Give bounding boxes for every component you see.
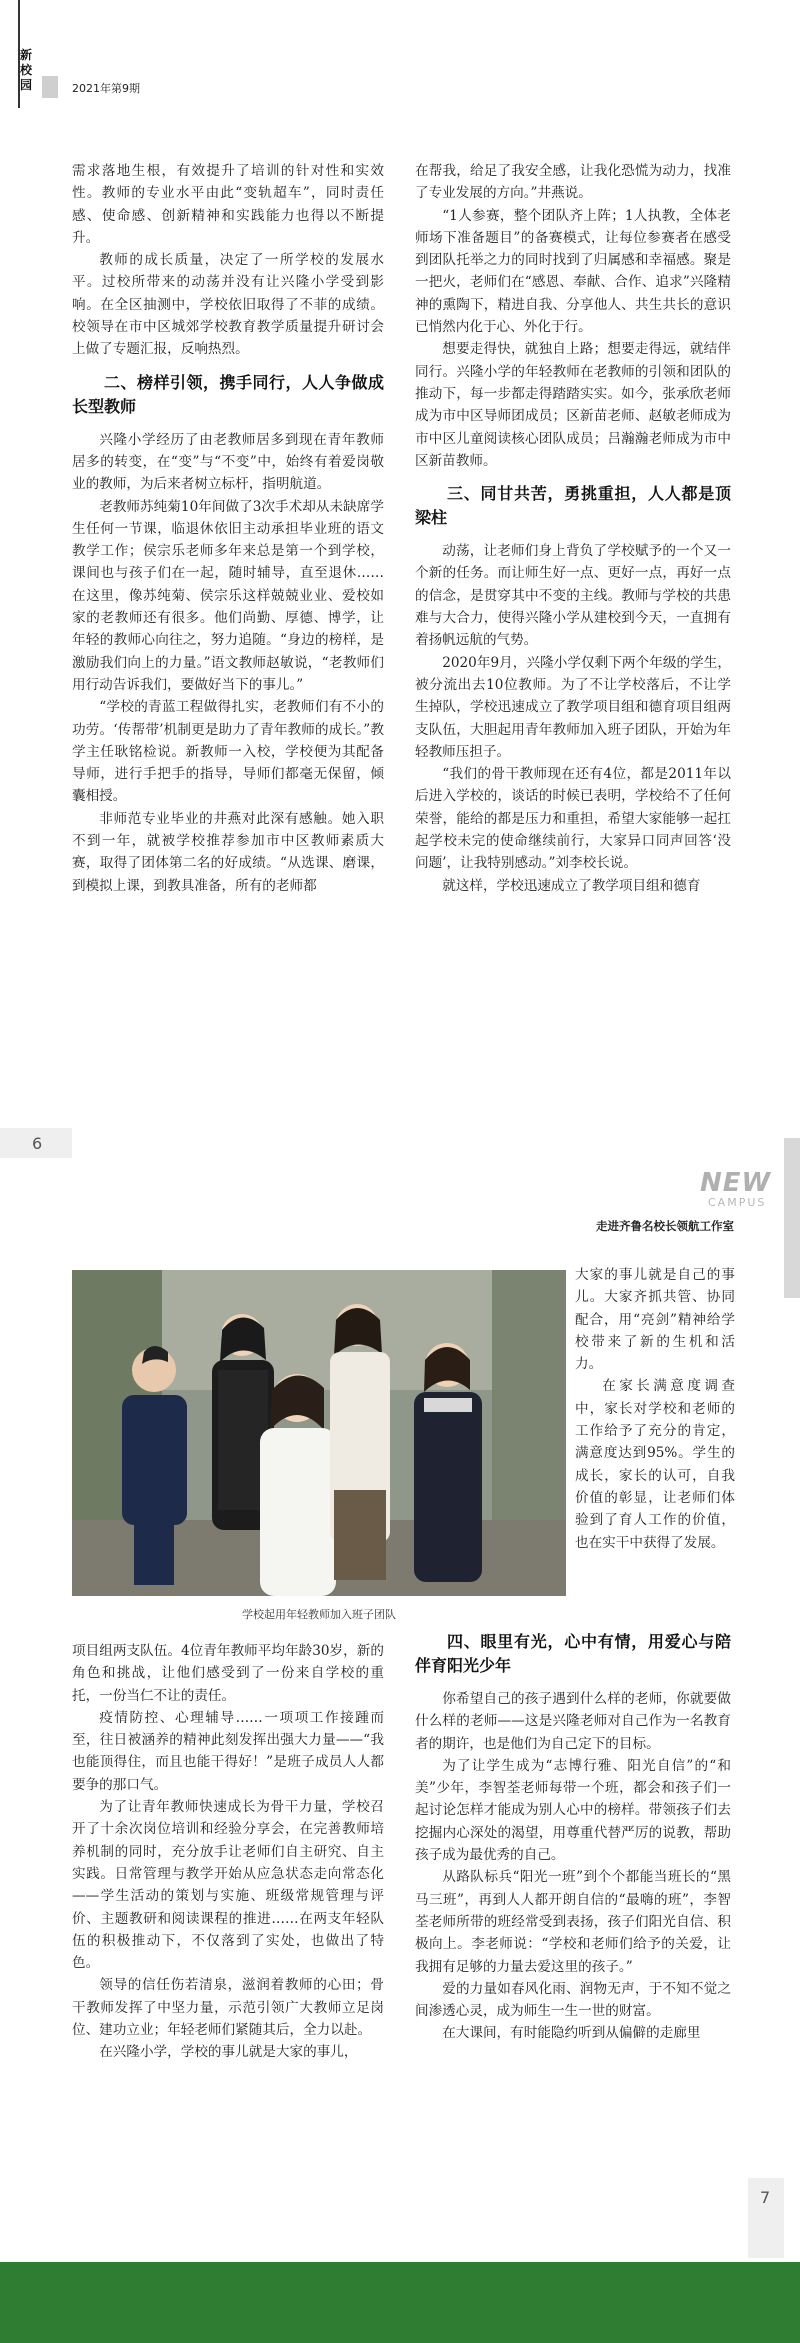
paragraph: 疫情防控、心理辅导……一项项工作接踵而至，往日被涵养的精神此刻发挥出强大力量——“我也能顶得住，而且也能干得好！”是班子成员人人都要争的那口气。 [72,1709,384,1793]
paragraph: 就这样，学校迅速成立了教学项目组和德育 [442,877,701,894]
paragraph: 为了让青年教师快速成长为骨干力量，学校召开了十余次岗位培训和经验分享会，在完善教师培养机制的同时，充分放手让老师们自主研究、自主实践。日常管理与教学开始从应急状态走向常态化——学生活动的策划与实施、班级常规管理与评价、主题教研和阅读课程的推进……在两支年轻队伍的积极推动下，不仅落到了实处，也做出了特色。 [72,1799,384,1972]
paragraph: 大家的事儿就是自己的事儿。大家齐抓共管、协同配合，用“亮剑”精神给学校带来了新的生机和活力。 [575,1267,735,1373]
paragraph: 从路队标兵“阳光一班”到个个都能当班长的“黑马三班”，再到人人都开朗自信的“最嗨的班”，李智荃老师所带的班经常受到表扬，孩子们阳光自信、积极向上。李老师说：“学校和老师们给予的关爱，让我拥有足够的力量去爱这里的孩子。” [415,1869,731,1975]
page6-left-column [72,160,384,897]
logo-char-3: 园 [20,78,33,92]
logo-char-1: 新 [20,48,33,62]
paragraph: 爱的力量如春风化雨、润物无声，于不知不觉之间渗透心灵，成为师生一生一世的财富。 [415,1980,731,2020]
paragraph: 需求落地生根，有效提升了培训的针对性和实效性。教师的专业水平由此“变轨超车”，同时责任感、使命感、创新精神和实践能力也得以不断提升。 [72,163,384,246]
issue-label: 2021年第9期 [72,82,140,95]
paragraph: “我们的骨干教师现在还有4位，都是2011年以后进入学校的，谈话的时候已表明，学校给不了任何荣誉，能给的都是压力和重担，希望大家能够一起扛起学校未完的使命继续前行，大家异口同声回答‘没问题’，让我特别感动。”刘李校长说。 [415,766,731,872]
paragraph: 想要走得快，就独自上路；想要走得远，就结伴同行。兴隆小学的年轻教师在老教师的引领和团队的推动下，每一步都走得踏踏实实。如今，张承欣老师成为市中区导师团成员；区新苗老师、赵敏老师成为市中区儿童阅读核心团队成员；吕瀚瀚老师成为市中区新苗教师。 [415,341,731,469]
page6-right-column [415,160,731,897]
page7-beside-photo-text [575,1264,735,1554]
section-heading: 四、眼里有光，心中有情，用爱心与陪伴育阳光少年 [415,1632,731,1675]
logo-char-2: 校 [20,63,33,77]
paragraph: 在家长满意度调查中，家长对学校和老师的工作给予了充分的肯定，满意度达到95%。学生的成长，家长的认可，自我价值的彰显，让老师们体验到了育人工作的价值，也在实干中获得了发展。 [575,1378,735,1551]
paragraph: 在帮我，给足了我安全感，让我化恐慌为动力，找准了专业发展的方向。”井燕说。 [415,163,731,202]
photo-caption: 学校起用年轻教师加入班子团队 [242,1608,396,1621]
paragraph: “学校的青蓝工程做得扎实，老教师们有不小的功劳。‘传帮带’机制更是助力了青年教师的成长。”教学主任耿铭检说。新教师一入校，学校便为其配备导师，进行手把手的指导，导师们都毫无保留，倾囊相授。 [72,699,384,805]
side-tab [784,1138,800,1298]
section-title: 走进齐鲁名校长领航工作室 [596,1219,734,1233]
paragraph: 非师范专业毕业的井燕对此深有感触。她入职不到一年，就被学校推荐参加市中区教师素质大赛，取得了团体第二名的好成绩。“从选课、磨课，到模拟上课，到教具准备，所有的老师都 [72,810,384,894]
paragraph: 在大课间，有时能隐约听到从偏僻的走廊里 [442,2025,701,2042]
section-heading: 二、榜样引领，携手同行，人人争做成长型教师 [72,372,384,416]
paragraph: 领导的信任伤若清泉，滋润着教师的心田；骨干教师发挥了中坚力量，示范引领广大教师立足岗位、建功立业；年轻老师们紧随其后，全力以赴。 [72,1977,384,2039]
team-photo-illustration [72,1270,566,1596]
team-photo [72,1270,566,1596]
footer-green-bar [0,2262,800,2343]
section-heading: 三、同甘共苦，勇挑重担，人人都是顶梁柱 [415,484,731,528]
brand-new: NEW [700,1168,772,1198]
paragraph: 兴隆小学经历了由老教师居多到现在青年教师居多的转变，在“变”与“不变”中，始终有着爱岗敬业的教师，为后来者树立标杆，指明航道。 [72,431,384,493]
paragraph: 为了让学生成为“志博行雅、阳光自信”的“和美”少年，李智荃老师每带一个班，都会和孩子们一起讨论怎样才能成为别人心中的榜样。带领孩子们去挖掘内心深处的渴望，用尊重代替严厉的说教，帮助孩子成为最优秀的自己。 [415,1757,731,1864]
brand-campus: CAMPUS [708,1196,767,1209]
page7-left-column [72,1640,384,2064]
paragraph: 教师的成长质量，决定了一所学校的发展水平。过校所带来的动荡并没有让兴隆小学受到影响。在全区抽测中，学校依旧取得了不菲的成绩。校领导在市中区城郊学校教育教学质量提升研讨会上做了专题汇报，反响热烈。 [72,252,384,358]
page-number-right: 7 [760,2188,771,2207]
paragraph: 你希望自己的孩子遇到什么样的老师，你就要做什么样的老师——这是兴隆老师对自己作为一名教育者的期许，也是他们为自己定下的目标。 [415,1691,731,1752]
paragraph: “1人参赛，整个团队齐上阵；1人执教，全体老师场下准备题目”的备赛模式，让每位参赛者在感受到团队托举之力的同时找到了归属感和幸福感。聚是一把火，老师们在“感恩、奉献、合作、追求”兴隆精神的熏陶下，精进自我、分享他人、共生共长的意识已悄然内化于心、外化于行。 [415,207,731,336]
page-number-left: 6 [32,1134,43,1153]
masthead-grey-block [42,76,58,98]
paragraph: 动荡，让老师们身上背负了学校赋予的一个又一个新的任务。而让师生好一点、更好一点，再好一点的信念，是贯穿其中不变的主线。教师与学校的共患难与大合力，使得兴隆小学从建校到今天，一直拥有着扬帆远航的气势。 [415,543,731,649]
paragraph: 项目组两支队伍。4位青年教师平均年龄30岁，新的角色和挑战，让他们感受到了一份来自学校的重托，一份当仁不让的责任。 [72,1643,384,1704]
paragraph: 2020年9月，兴隆小学仅剩下两个年级的学生，被分流出去10位教师。为了不让学校落后，不让学生掉队，学校迅速成立了教学项目组和德育项目组两支队伍，大胆起用青年教师加入班子团队，开始为年轻教师压担子。 [415,654,731,760]
paragraph: 在兴隆小学，学校的事儿就是大家的事儿， [99,2044,358,2061]
paragraph: 老教师苏纯菊10年间做了3次手术却从未缺席学生任何一节课，临退休依旧主动承担毕业班的语文教学工作；侯宗乐老师多年来总是第一个到学校，课间也与孩子们在一起，随时辅导，直至退休……在这里，像苏纯菊、侯宗乐这样兢兢业业、爱校如家的老教师还有很多。他们尚勤、厚德、博学，让年轻的教师心向往之，努力追随。“身边的榜样，是激励我们向上的力量。”语文教师赵敏说，“老教师们用行动告诉我们，要做好当下的事儿。” [72,498,384,693]
page7-right-column [415,1620,731,2045]
